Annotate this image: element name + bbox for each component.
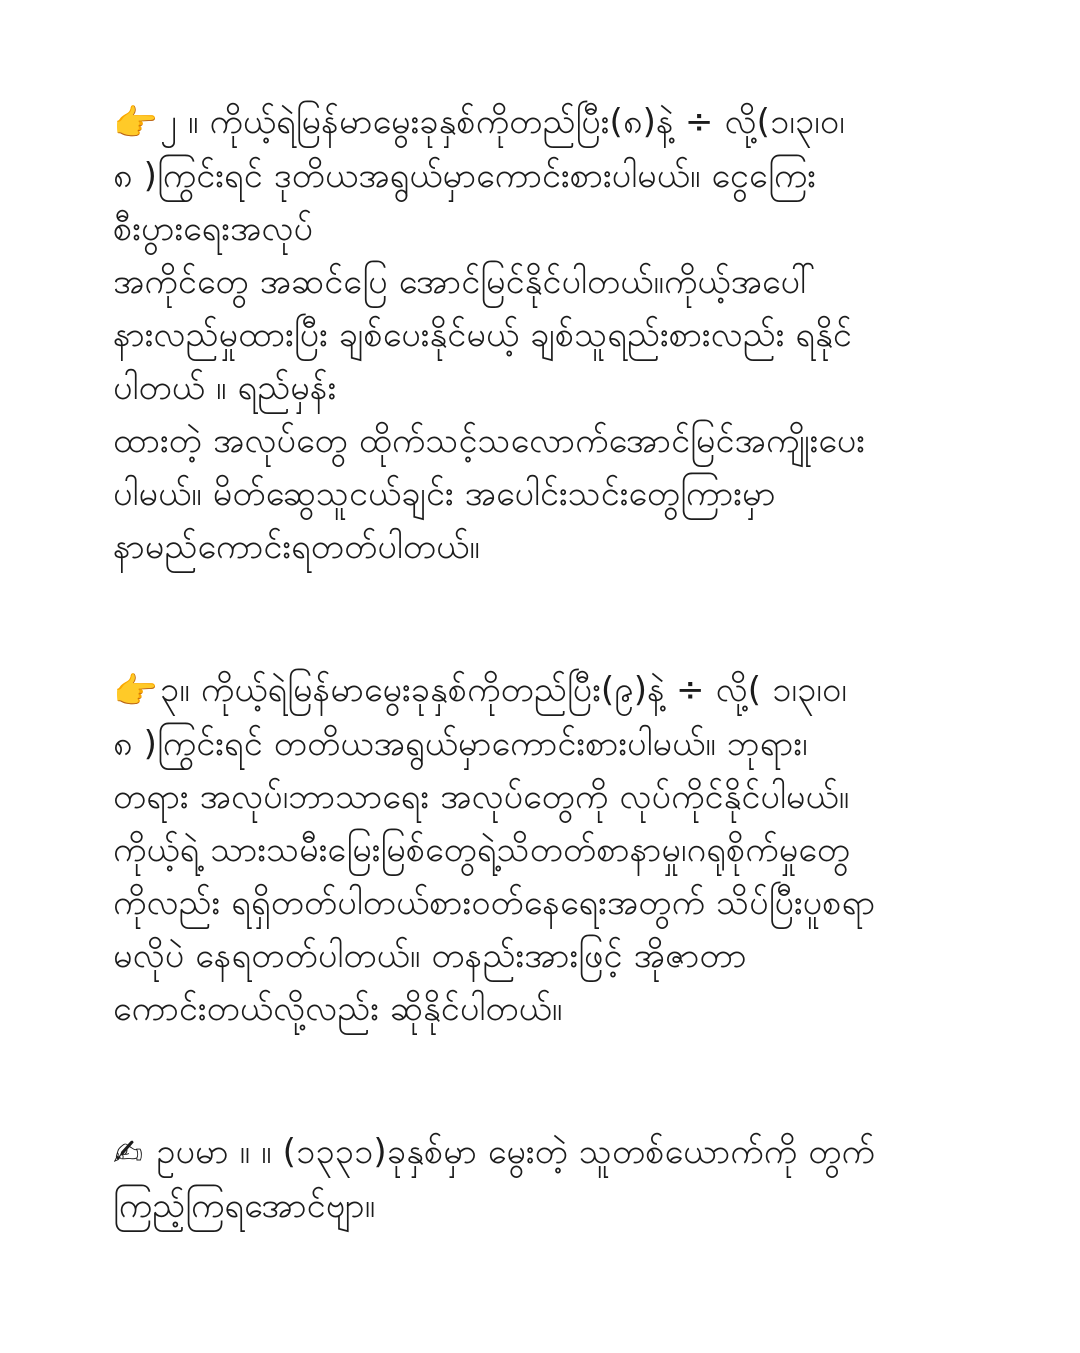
text-line: စီးပွားရေးအလုပ် xyxy=(113,209,314,249)
text-line: နာမည်ကောင်းရတတ်ပါတယ်။ xyxy=(113,527,480,567)
text-line: ပါတယ် ။ ရည်မှန်း xyxy=(113,368,337,408)
text-line: ထားတဲ့ အလုပ်တွေ ထိုက်သင့်သလောက်အောင်မြင်အကျိုးပေး xyxy=(113,421,866,461)
line-text: ဥပမာ ။ ။ (၁၃၃၁)ခုနှစ်မှာ မွေးတဲ့ သူတစ်ယောက်ကို တွက် xyxy=(156,1132,875,1172)
writing-hand-icon: ✍ xyxy=(113,1133,144,1174)
text-line: အကိုင်တွေ အဆင်ပြေ အောင်မြင်နိုင်ပါတယ်။ကိုယ့်အပေါ် xyxy=(113,262,816,302)
text-line: တရား အလုပ်၊ဘာသာရေး အလုပ်တွေကို လုပ်ကိုင်နိုင်ပါမယ်။ xyxy=(113,777,850,817)
text-line: ကိုလည်း ရရှိတတ်ပါတယ်စားဝတ်နေရေးအတွက် သိပ်ပြီးပူစရာ xyxy=(113,883,876,923)
line-text: ၂ ။ ကိုယ့်ရဲမြန်မာမွေးခုနှစ်ကိုတည်ပြီး(၈)နဲ့ ÷ လို့(၁၊၃၊၀၊ xyxy=(160,102,845,142)
pointing-hand-icon: 👉 xyxy=(113,671,159,712)
pointing-hand-icon: 👉 xyxy=(113,103,159,144)
text-line: ကြည့်ကြရအောင်ဗျာ။ xyxy=(113,1186,376,1226)
paragraph-section-3 xyxy=(113,664,1013,1036)
example-section xyxy=(113,1126,1013,1233)
text-line: ကိုယ့်ရဲ့ သားသမီးမြေးမြစ်တွေရဲ့သိတတ်စာနာမှု၊ဂရုစိုက်မှုတွေ xyxy=(113,830,851,870)
text-line xyxy=(113,1126,1013,1180)
text-line: ကောင်းတယ်လို့လည်း ဆိုနိုင်ပါတယ်။ xyxy=(113,989,563,1029)
text-line: ပါမယ်။ မိတ်ဆွေသူငယ်ချင်း အပေါင်းသင်းတွေကြားမှာ xyxy=(113,474,776,514)
text-line: ၈ )ကြွင်းရင် တတိယအရွယ်မှာကောင်းစားပါမယ်။ ဘုရား၊ xyxy=(113,724,808,764)
paragraph-section-2 xyxy=(113,96,1013,574)
text-line xyxy=(113,664,1013,718)
text-line: ၈ )ကြွင်းရင် ဒုတိယအရွယ်မှာကောင်းစားပါမယ်။ ငွေကြေး xyxy=(113,156,816,196)
line-text: ၃။ ကိုယ့်ရဲမြန်မာမွေးခုနှစ်ကိုတည်ပြီး(၉)နဲ့ ÷ လို့( ၁၊၃၊၀၊ xyxy=(160,670,847,710)
text-line: နားလည်မှုထားပြီး ချစ်ပေးနိုင်မယ့် ချစ်သူရည်းစားလည်း ရနိုင် xyxy=(113,315,852,355)
text-line xyxy=(113,96,1013,150)
text-line: မလိုပဲ နေရတတ်ပါတယ်။ တနည်းအားဖြင့် အိုဇာတာ xyxy=(113,936,747,976)
